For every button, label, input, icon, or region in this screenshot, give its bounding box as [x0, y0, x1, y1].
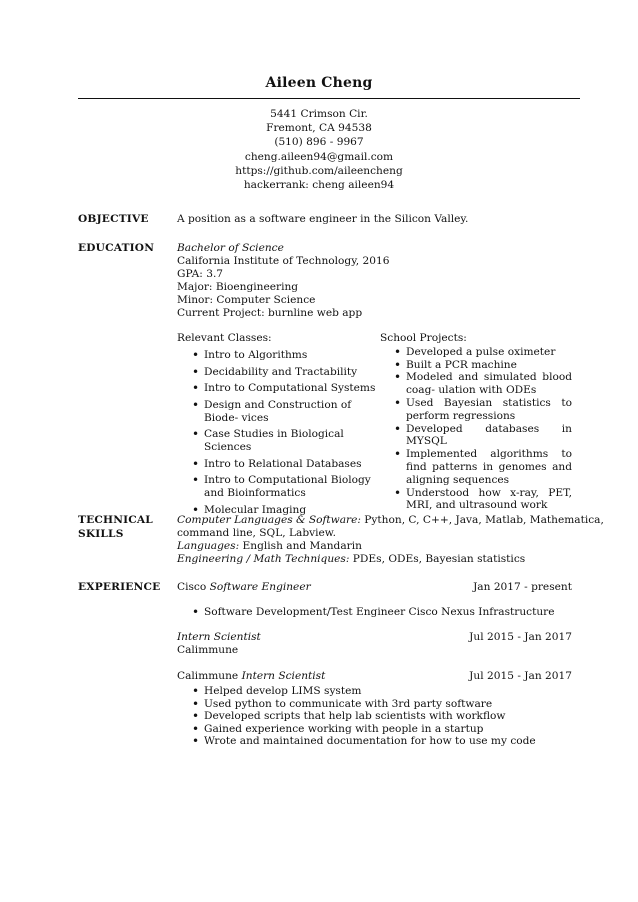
class-item: • Intro to Computational Biology and Bioinformatics [177, 474, 377, 500]
math-value: PDEs, ODEs, Bayesian statistics [349, 553, 526, 565]
class-item: • Intro to Relational Databases [177, 458, 377, 471]
project-item: • Built a PCR machine [380, 359, 572, 372]
job-bullet: • Wrote and maintained documentation for how to use my code [177, 735, 572, 748]
job-title: Software Engineer [209, 581, 311, 593]
projects-list [380, 346, 572, 512]
job-date: Jul 2015 - Jan 2017 [469, 670, 572, 682]
classes-list [177, 349, 377, 517]
skills-details [177, 514, 604, 566]
address-line: 5441 Crimson Cir. [270, 108, 368, 120]
project-item: • Modeled and simulated blood coag- ulation with ODEs [380, 371, 572, 397]
phone-line: (510) 896 - 9967 [274, 136, 364, 149]
job-header [177, 670, 572, 683]
experience-label: EXPERIENCE [78, 581, 161, 593]
job-bullet: • Developed scripts that help lab scientists with workflow [177, 710, 572, 723]
class-item: • Molecular Imaging [177, 504, 377, 517]
job-bullet: • Software Development/Test Engineer Cisco Nexus Infrastructure [177, 606, 572, 619]
lang-software-value: Python, C, C++, Java, Matlab, Mathematica, [360, 514, 604, 526]
job-company: Cisco [177, 581, 210, 593]
email-line: cheng.aileen94@gmail.com [244, 150, 394, 163]
skills-label-line2: SKILLS [78, 528, 124, 540]
lang-software-line2: command line, SQL, Labview. [177, 527, 336, 539]
contact-block [0, 107, 638, 192]
education-details [177, 242, 572, 320]
job-date: Jul 2015 - Jan 2017 [469, 631, 572, 643]
header-divider [78, 98, 580, 99]
classes-heading: Relevant Classes: [177, 332, 272, 344]
gpa: GPA: 3.7 [177, 268, 224, 280]
objective-label: OBJECTIVE [78, 213, 149, 225]
class-item: • Intro to Algorithms [177, 349, 377, 362]
job-bullet: • Gained experience working with people in a startup [177, 723, 572, 736]
current-project: Current Project: burnline web app [177, 307, 363, 319]
objective-sentence: A position as a software engineer in the Silicon Valley. [177, 213, 469, 225]
job-bullets [177, 685, 572, 748]
job-bullet: • Helped develop LIMS system [177, 685, 572, 698]
project-item: • Developed databases in MYSQL [380, 423, 572, 449]
job-header [177, 581, 572, 594]
skills-label-line1: TECHNICAL [78, 514, 153, 526]
class-item: • Decidability and Tractability [177, 366, 377, 379]
job-company: Calimmune [177, 670, 242, 682]
city-line: Fremont, CA 94538 [266, 122, 372, 135]
project-item: • Understood how x-ray, PET, MRI, and ultrasound work [380, 487, 572, 513]
class-item: • Design and Construction of Biode- vices [177, 399, 377, 425]
major: Major: Bioengineering [177, 281, 299, 293]
degree: Bachelor of Science [177, 242, 284, 254]
skills-label [78, 513, 153, 541]
candidate-name: Aileen Cheng [265, 75, 373, 91]
class-item: • Intro to Computational Systems [177, 382, 377, 395]
job-subtitle: Calimmune [177, 644, 239, 656]
minor: Minor: Computer Science [177, 294, 316, 306]
school: California Institute of Technology, 2016 [177, 255, 390, 267]
math-label: Engineering / Math Techniques: [177, 553, 350, 565]
languages-line [177, 540, 572, 553]
relevant-classes [177, 332, 377, 517]
job-bullets [177, 606, 572, 619]
project-item: • Developed a pulse oximeter [380, 346, 572, 359]
languages-label: Languages: [177, 540, 240, 552]
school-projects [380, 332, 572, 512]
languages-value: English and Mandarin [239, 540, 362, 552]
education-label: EDUCATION [78, 242, 155, 254]
class-item: • Case Studies in Biological Sciences [177, 428, 377, 454]
lang-software-line [177, 514, 604, 527]
job-title: Intern Scientist [177, 631, 261, 643]
job-date: Jan 2017 - present [473, 581, 572, 593]
job-bullet: • Used python to communicate with 3rd party software [177, 698, 572, 711]
job-title: Intern Scientist [241, 670, 326, 682]
projects-heading: School Projects: [380, 332, 467, 344]
hackerrank-line: hackerrank: cheng aileen94 [243, 179, 395, 192]
math-line [177, 553, 572, 566]
job-header [177, 631, 572, 644]
objective-text [177, 213, 572, 226]
project-item: • Used Bayesian statistics to perform regressions [380, 397, 572, 423]
project-item: • Implemented algorithms to find patterns in genomes and aligning sequences [380, 448, 572, 486]
lang-software-label: Computer Languages & Software: [177, 514, 361, 526]
github-link[interactable]: https://github.com/aileencheng [235, 164, 403, 177]
